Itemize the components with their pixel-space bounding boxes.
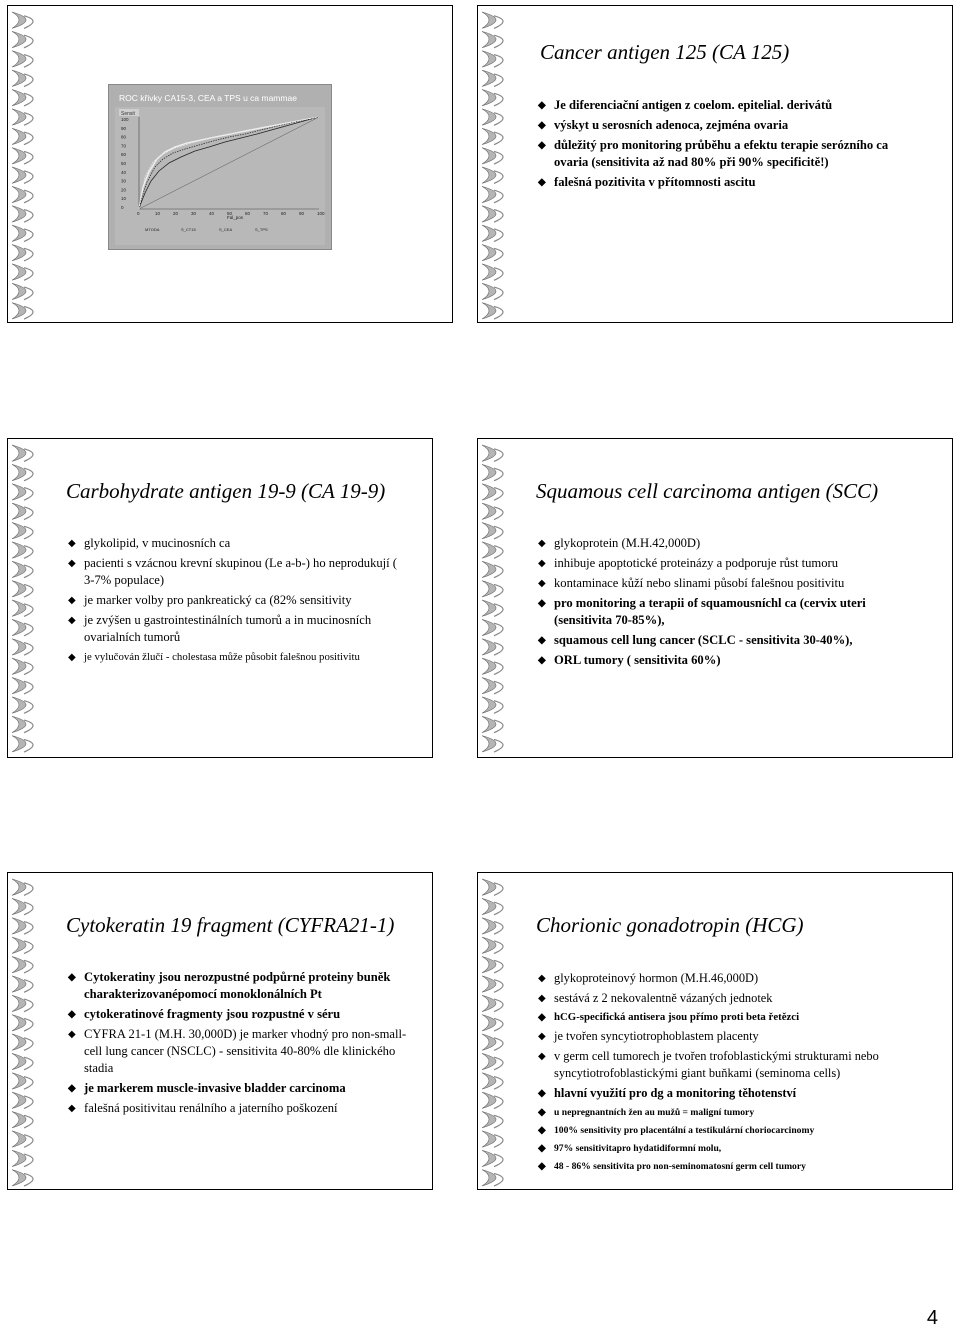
diamond-bullet-icon: ◆ (538, 973, 546, 984)
slide-title: Cytokeratin 19 fragment (CYFRA21-1) (66, 913, 395, 937)
y-tick-label: 100 (121, 117, 129, 122)
slide-6 (477, 872, 953, 1190)
bullet-text: 48 - 86% sensitivita pro non-seminomatosní germ cell tumory (554, 1161, 806, 1172)
x-tick-label: 0 (137, 211, 140, 216)
diamond-bullet-icon: ◆ (68, 972, 76, 983)
legend-entry: S_TPS (255, 227, 268, 232)
spiral-binding-decoration (10, 877, 44, 1187)
bullet-text: inhibuje apoptotické proteinázy a podporuje růst tumoru (554, 556, 838, 570)
bullet-list (538, 970, 898, 1177)
diamond-bullet-icon: ◆ (538, 1012, 546, 1023)
diamond-bullet-icon: ◆ (68, 1083, 76, 1094)
diamond-bullet-icon: ◆ (538, 578, 546, 589)
diamond-bullet-icon: ◆ (538, 993, 546, 1004)
x-tick-label: 10 (155, 211, 161, 216)
bullet-text: je vylučován žlučí - cholestasa může působit falešnou positivitu (84, 651, 360, 663)
bullet-list (538, 97, 898, 194)
slide-title: Carbohydrate antigen 19-9 (CA 19-9) (66, 479, 386, 503)
bullet-text: sestává z 2 nekovalentně vázaných jednotek (554, 991, 773, 1005)
bullet-text: glykoproteinový hormon (M.H.46,000D) (554, 971, 759, 985)
diamond-bullet-icon: ◆ (538, 100, 546, 111)
bullet-text: hlavní využití pro dg a monitoring těhotenství (554, 1086, 797, 1100)
slide-title: Cancer antigen 125 (CA 125) (540, 40, 790, 64)
roc-curves (115, 107, 325, 245)
bullet-text: důležitý pro monitoring průběhu a efektu terapie serózního ca ovaria (sensitivita až nad 80% při 90% specificitě!) (554, 138, 889, 169)
bullet-text: je marker volby pro pankreatický ca (82% sensitivity (84, 593, 352, 607)
x-axis-label: Fal_pos (227, 215, 244, 220)
bullet-text: falešná pozitivita v přítomnosti ascitu (554, 175, 756, 189)
bullet-text: 100% sensitivity pro placentální a testikulární choriocarcinomy (554, 1125, 815, 1136)
chart-title: ROC křivky CA15-3, CEA a TPS u ca mammae (119, 93, 297, 103)
diamond-bullet-icon: ◆ (538, 1088, 546, 1099)
spiral-binding-decoration (480, 443, 514, 753)
x-tick-label: 100 (317, 211, 325, 216)
bullet-text: cytokeratinové fragmenty jsou rozpustné v séru (84, 1007, 341, 1021)
y-axis-label: Sensit (121, 111, 135, 117)
diamond-bullet-icon: ◆ (68, 538, 76, 549)
slide-title: Squamous cell carcinoma antigen (SCC) (536, 479, 879, 503)
bullet-list (538, 535, 918, 672)
x-tick-label: 60 (245, 211, 251, 216)
diamond-bullet-icon: ◆ (538, 1107, 546, 1118)
legend-entry: S_CT15 (181, 227, 196, 232)
bullet-text: falešná positivitau renálního a jaterního poškození (84, 1101, 338, 1115)
bullet-text: u nepregnantních žen au mužů = maligní tumory (554, 1107, 755, 1118)
y-tick-label: 80 (121, 134, 127, 140)
y-tick-label: 10 (121, 196, 127, 202)
y-tick-label: 70 (121, 143, 127, 149)
diamond-bullet-icon: ◆ (68, 1029, 76, 1040)
bullet-text: hCG-specifická antisera jsou přímo proti beta řetězci (554, 1011, 800, 1023)
page-number: 4 (926, 1307, 938, 1329)
diamond-bullet-icon: ◆ (538, 120, 546, 131)
diamond-bullet-icon: ◆ (538, 558, 546, 569)
bullet-text: je zvýšen u gastrointestinálních tumorů a in mucinosních ovarialních tumorů (84, 613, 372, 644)
x-tick-label: 20 (173, 211, 179, 216)
spiral-binding-decoration (10, 10, 44, 320)
slide-title: Chorionic gonadotropin (HCG) (536, 913, 804, 937)
y-tick-label: 60 (121, 152, 127, 158)
x-tick-label: 30 (191, 211, 197, 216)
y-tick-label: 20 (121, 187, 127, 193)
diamond-bullet-icon: ◆ (538, 1143, 546, 1154)
diamond-bullet-icon: ◆ (68, 1103, 76, 1114)
diamond-bullet-icon: ◆ (68, 652, 76, 663)
bullet-text: glykoprotein (M.H.42,000D) (554, 536, 701, 550)
y-tick-label: 40 (121, 169, 127, 175)
spiral-binding-decoration (480, 10, 514, 320)
spiral-binding-decoration (10, 443, 44, 753)
diamond-bullet-icon: ◆ (538, 635, 546, 646)
diamond-bullet-icon: ◆ (538, 1051, 546, 1062)
x-tick-label: 80 (281, 211, 287, 216)
diamond-bullet-icon: ◆ (538, 598, 546, 609)
slide-3 (7, 438, 433, 758)
y-tick-label: 90 (121, 125, 127, 131)
bullet-list (68, 535, 408, 669)
bullet-text: pacienti s vzácnou krevní skupinou (Le a-b-) ho neprodukují ( 3-7% populace) (84, 556, 397, 587)
diamond-bullet-icon: ◆ (538, 1161, 546, 1172)
bullet-text: kontaminace kůží nebo slinami působí falešnou positivitu (554, 576, 845, 590)
legend-entry: S_CEA (219, 227, 233, 232)
bullet-text: 97% sensitivitapro hydatidiformní molu, (554, 1143, 722, 1154)
diamond-bullet-icon: ◆ (68, 558, 76, 569)
bullet-text: v germ cell tumorech je tvořen trofoblastickými strukturami nebo syncytiotrofoblastickými giant buňkami (seminoma cells) (554, 1049, 879, 1080)
x-tick-label: 90 (299, 211, 305, 216)
bullet-text: CYFRA 21-1 (M.H. 30,000D) je marker vhodný pro non-small-cell lung cancer (NSCLC) - sensitivita 40-80% dle klinického stadia (84, 1027, 407, 1075)
bullet-text: výskyt u serosních adenoca, zejména ovaria (554, 118, 789, 132)
y-tick-label: 30 (121, 178, 127, 184)
x-tick-label: 50 (227, 211, 233, 216)
bullet-list (68, 969, 408, 1120)
bullet-text: je tvořen syncytiotrophoblastem placenty (554, 1029, 759, 1043)
legend-entry: MTODA (145, 227, 160, 232)
bullet-text: pro monitoring a terapii of squamousníchl ca (cervix uteri (sensitivita 70-85%), (554, 596, 866, 627)
bullet-text: Je diferenciační antigen z coelom. epitelial. derivátů (554, 98, 833, 112)
bullet-text: Cytokeratiny jsou nerozpustné podpůrné proteiny buněk charakterizovanépomocí monoklonálních Pt (84, 970, 391, 1001)
diamond-bullet-icon: ◆ (538, 1125, 546, 1136)
x-tick-label: 70 (263, 211, 269, 216)
y-tick-label: 50 (121, 161, 127, 166)
y-tick-label: 0 (121, 205, 124, 210)
bullet-text: je markerem muscle-invasive bladder carcinoma (84, 1081, 346, 1095)
bullet-text: squamous cell lung cancer (SCLC - sensitivita 30-40%), (554, 633, 853, 647)
bullet-text: glykolipid, v mucinosních ca (84, 536, 231, 550)
diamond-bullet-icon: ◆ (68, 595, 76, 606)
slide-4 (477, 438, 953, 758)
slide-2 (477, 5, 953, 323)
diamond-bullet-icon: ◆ (538, 538, 546, 549)
diamond-bullet-icon: ◆ (538, 1031, 546, 1042)
slide-1 (7, 5, 453, 323)
diamond-bullet-icon: ◆ (538, 177, 546, 188)
diamond-bullet-icon: ◆ (538, 140, 546, 151)
spiral-binding-decoration (480, 877, 514, 1187)
slide-5 (7, 872, 433, 1190)
diamond-bullet-icon: ◆ (538, 655, 546, 666)
roc-chart-image (108, 84, 332, 250)
diamond-bullet-icon: ◆ (68, 1009, 76, 1020)
diamond-bullet-icon: ◆ (68, 615, 76, 626)
bullet-text: ORL tumory ( sensitivita 60%) (554, 653, 721, 667)
x-tick-label: 40 (209, 211, 215, 216)
